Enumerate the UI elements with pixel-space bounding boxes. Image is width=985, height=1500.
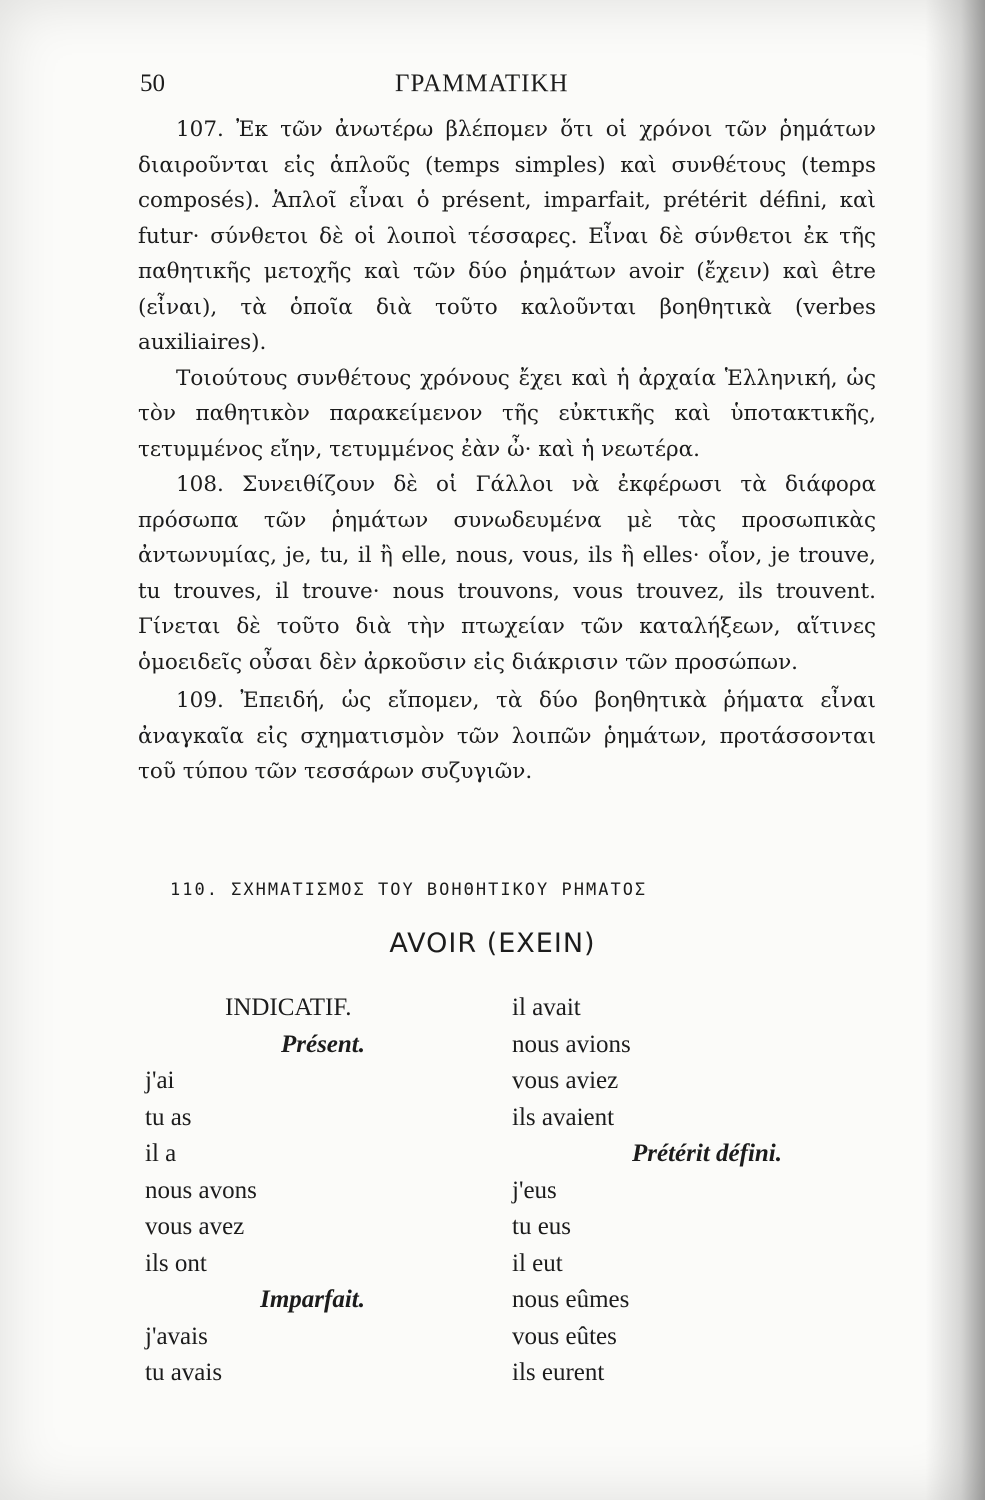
conj-form: j'ai <box>145 1067 175 1094</box>
conj-form: nous avons <box>145 1176 257 1204</box>
conj-form: il avait <box>512 994 581 1021</box>
tense-label-imparfait: Imparfait. <box>260 1286 365 1313</box>
conj-form: tu eus <box>512 1213 572 1240</box>
tense-label-present: Présent. <box>280 1030 365 1058</box>
page-edge-shadow <box>925 0 985 1500</box>
conj-form: nous eûmes <box>512 1286 630 1313</box>
conj-form: vous avez <box>145 1213 245 1240</box>
running-title: ΓΡΑΜΜΑΤΙΚΗ <box>395 70 569 97</box>
conjugation-right-column <box>512 990 782 1392</box>
body-text <box>138 112 876 790</box>
conj-form: ils avaient <box>512 1103 615 1131</box>
conjugation-title: AVOIR (ΕΧΕΙΝ) <box>389 928 596 959</box>
conj-form: il eut <box>512 1249 563 1277</box>
conj-form: ils eurent <box>512 1359 605 1386</box>
section-heading: 110. ΣΧΗΜΑΤΙΣΜΟΣ ΤΟΥ ΒΟΗΘΗΤΙΚΟΥ ΡΗΜΑΤΟΣ <box>170 880 648 900</box>
mood-label: INDICATIF. <box>225 994 352 1021</box>
conj-form: j'avais <box>145 1322 208 1350</box>
conj-form: vous eûtes <box>512 1322 617 1350</box>
conj-form: nous avions <box>512 1030 631 1058</box>
paragraph-109: 109. Ἐπειδή, ὡς εἴπομεν, τὰ δύο βοηθητικὰ ῥήματα εἶναι ἀναγκαῖα εἰς σχηματισμὸν τῶν λοιπῶν ῥημάτων, προτάσσονται τοῦ τύπου τῶν τεσσάρων συζυγιῶν. <box>138 688 876 784</box>
conj-form: tu as <box>145 1103 192 1131</box>
paragraph-107-note: Τοιούτους συνθέτους χρόνους ἔχει καὶ ἡ ἀρχαία Ἑλληνική, ὡς τὸν παθητικὸν παρακείμενον τῆς εὐκτικῆς καὶ ὑποτακτικῆς, τετυμμένος εἴην, τετυμμένος ἐὰν ὦ· καὶ ἡ νεωτέρα. <box>138 365 876 462</box>
conj-form: j'eus <box>512 1176 557 1204</box>
conj-form: vous aviez <box>512 1067 619 1094</box>
paragraph-107: 107. Ἐκ τῶν ἀνωτέρω βλέπομεν ὅτι οἱ χρόνοι τῶν ῥημάτων διαιροῦνται εἰς ἁπλοῦς (temps simples) καὶ συνθέτους (temps composés). Ἁπλοῖ εἶναι ὁ présent, imparfait, prétérit défini, καὶ futur· σύνθετοι δὲ οἱ λοιποὶ τέσσαρες. Εἶναι δὲ σύνθετοι ἐκ τῆς παθητικῆς μετοχῆς καὶ τῶν δύο ῥημάτων avoir (ἔχειν) καὶ être (εἶναι), τὰ ὁποῖα διὰ τοῦτο καλοῦνται βοηθητικὰ (verbes auxiliaires). <box>138 117 876 355</box>
page-number: 50 <box>140 70 165 97</box>
paragraph-108: 108. Συνειθίζουν δὲ οἱ Γάλλοι νὰ ἐκφέρωσι τὰ διάφορα πρόσωπα τῶν ῥημάτων συνωδευμένα μὲ τὰς προσωπικὰς ἀντωνυμίας, je, tu, il ἢ elle, nous, vous, ils ἢ elles· οἷον, je trouve, tu trouves, il trouve· nous trouvons, vous trouvez, ils trouvent. Γίνεται δὲ τοῦτο διὰ τὴν πτωχείαν τῶν καταλήξεων, αἵτινες ὁμοειδεῖς οὖσαι δὲν ἀρκοῦσιν εἰς διάκρισιν τῶν προσώπων. <box>138 472 876 675</box>
conj-form: ils ont <box>145 1249 207 1277</box>
conjugation-left-column <box>145 990 375 1392</box>
tense-label-preterit: Prétérit défini. <box>632 1140 782 1167</box>
conj-form: tu avais <box>145 1359 223 1386</box>
page-header <box>140 70 880 110</box>
conj-form: il a <box>145 1140 177 1167</box>
